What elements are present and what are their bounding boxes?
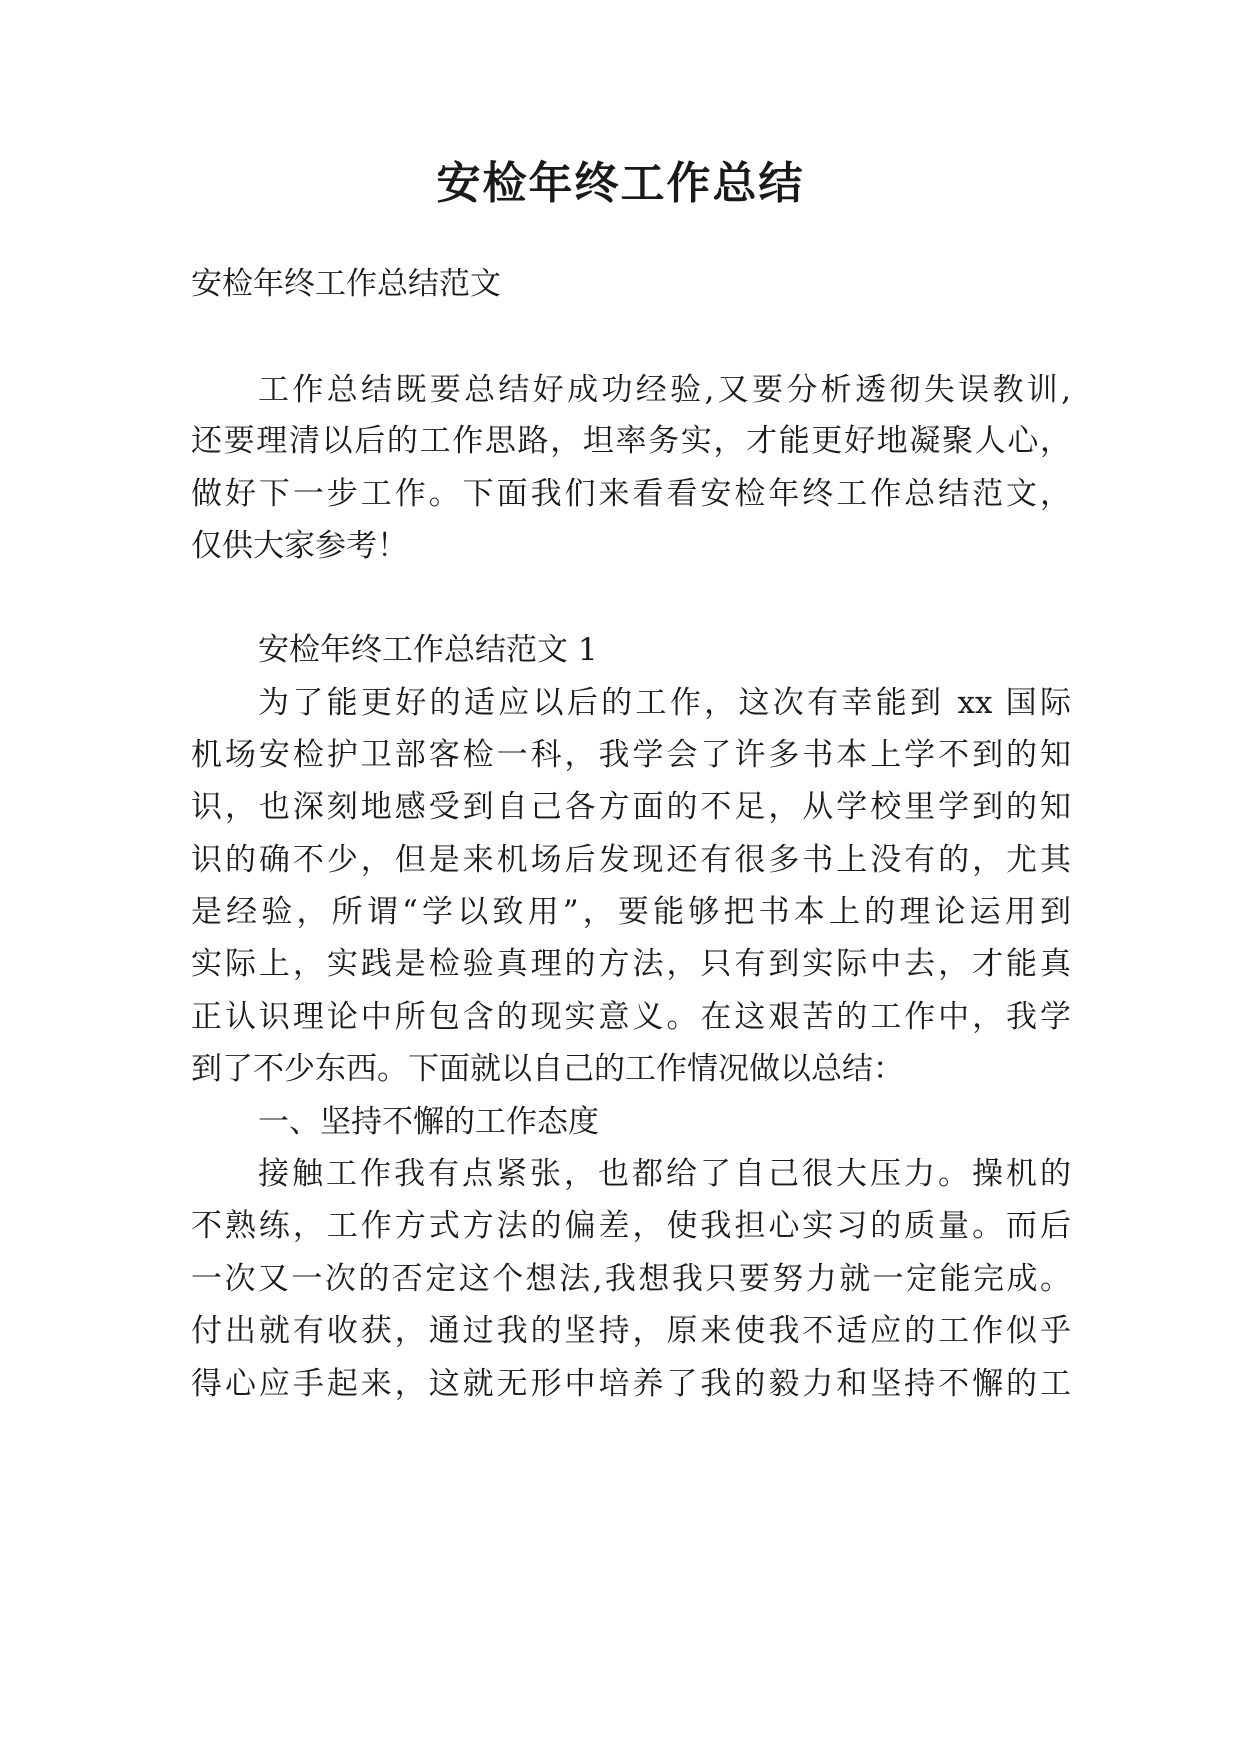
point-heading: 一、坚持不懈的工作态度 xyxy=(258,1104,599,1140)
body-line: 是经验，所谓“学以致用”，要能够把书本上的理论运用到 xyxy=(191,894,1071,930)
body-line: 识的确不少，但是来机场后发现还有很多书上没有的，尤其 xyxy=(191,842,1071,878)
body-line: 实际上，实践是检验真理的方法，只有到实际中去，才能真 xyxy=(191,946,1071,982)
document-subtitle: 安检年终工作总结范文 xyxy=(191,266,501,302)
body-line: 不熟练，工作方式方法的偏差，使我担心实习的质量。而后 xyxy=(191,1208,1071,1244)
section-heading: 安检年终工作总结范文 1 xyxy=(258,632,598,668)
intro-line: 工作总结既要总结好成功经验,又要分析透彻失误教训, xyxy=(258,372,1071,408)
intro-line: 还要理清以后的工作思路，坦率务实，才能更好地凝聚人心， xyxy=(191,423,1071,459)
intro-line: 仅供大家参考！ xyxy=(191,528,408,564)
document-title: 安检年终工作总结 xyxy=(436,158,805,209)
body-line: 为了能更好的适应以后的工作，这次有幸能到 xx 国际 xyxy=(258,685,1071,721)
body-line: 得心应手起来，这就无形中培养了我的毅力和坚持不懈的工 xyxy=(191,1366,1071,1402)
body-line: 到了不少东西。下面就以自己的工作情况做以总结： xyxy=(191,1051,904,1087)
body-line: 付出就有收获，通过我的坚持，原来使我不适应的工作似乎 xyxy=(191,1313,1071,1349)
body-line: 接触工作我有点紧张，也都给了自己很大压力。操机的 xyxy=(258,1156,1071,1192)
body-line: 正认识理论中所包含的现实意义。在这艰苦的工作中，我学 xyxy=(191,999,1071,1035)
body-line: 识，也深刻地感受到自己各方面的不足，从学校里学到的知 xyxy=(191,789,1071,825)
intro-line: 做好下一步工作。下面我们来看看安检年终工作总结范文， xyxy=(191,476,1071,512)
body-line: 一次又一次的否定这个想法,我想我只要努力就一定能完成。 xyxy=(191,1261,1071,1297)
body-line: 机场安检护卫部客检一科，我学会了许多书本上学不到的知 xyxy=(191,737,1071,773)
